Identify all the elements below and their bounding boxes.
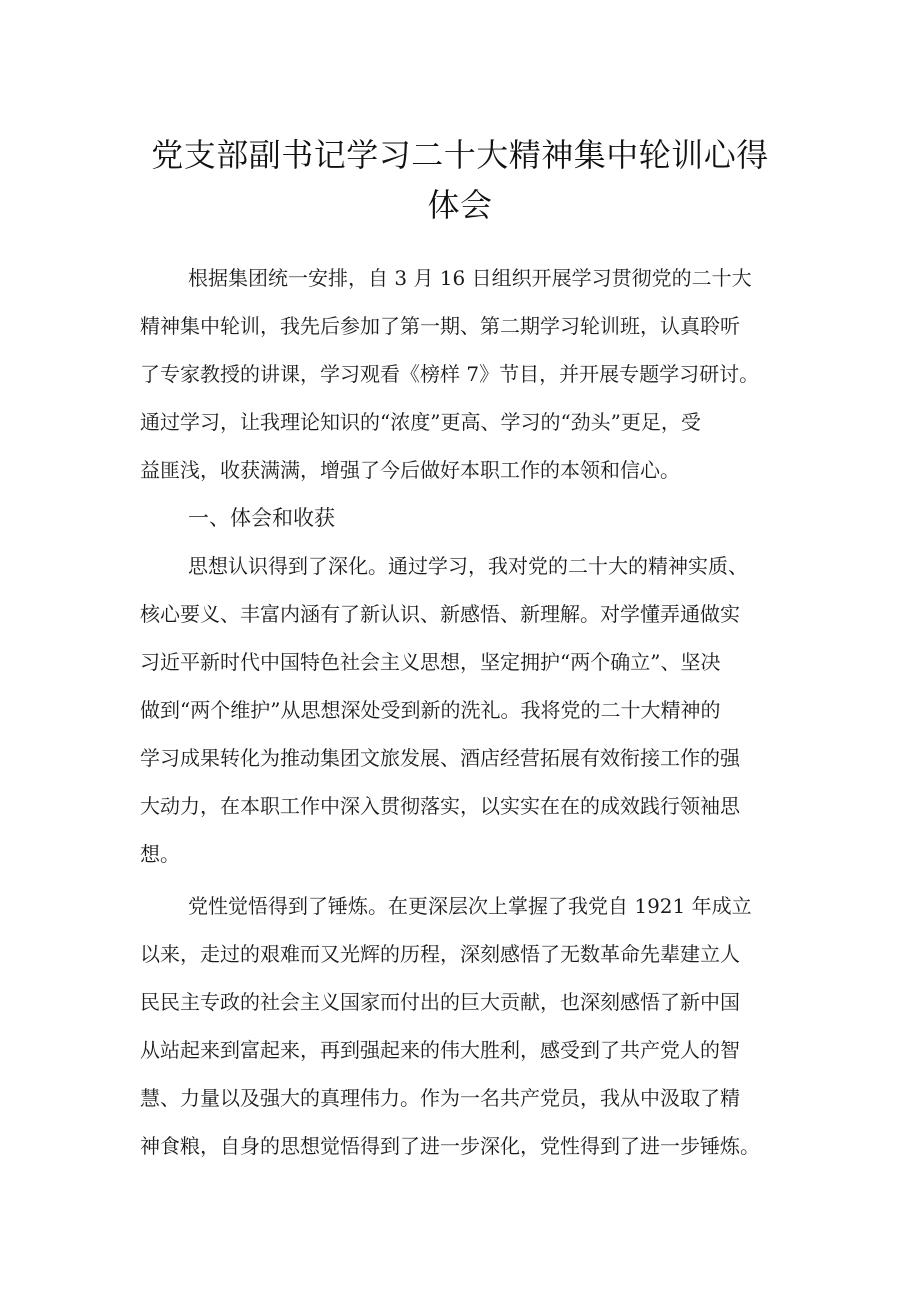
- title-line-1: 党支部副书记学习二十大精神集中轮训心得: [151, 136, 769, 174]
- document-body: [140, 254, 790, 1170]
- section-heading: 一、体会和收获: [188, 506, 335, 530]
- paragraph-line: 了专家教授的讲课，学习观看《榜样 7》节目，并开展专题学习研讨。: [140, 362, 760, 386]
- paragraph-line: 思想认识得到了深化。通过学习，我对党的二十大的精神实质、: [188, 554, 748, 578]
- paragraph-line: 以来，走过的艰难而又光辉的历程，深刻感悟了无数革命先辈建立人: [140, 942, 740, 966]
- paragraph-line: 根据集团统一安排，自 3 月 16 日组织开展学习贯彻党的二十大: [188, 266, 752, 290]
- paragraph-line: 从站起来到富起来，再到强起来的伟大胜利，感受到了共产党人的智: [140, 1038, 740, 1062]
- paragraph-line: 精神集中轮训，我先后参加了第一期、第二期学习轮训班，认真聆听: [140, 314, 740, 338]
- paragraph-line: 核心要义、丰富内涵有了新认识、新感悟、新理解。对学懂弄通做实: [140, 602, 740, 626]
- paragraph-line: 学习成果转化为推动集团文旅发展、酒店经营拓展有效衔接工作的强: [140, 746, 740, 770]
- paragraph-line: 通过学习，让我理论知识的“浓度”更高、学习的“劲头”更足，受: [140, 410, 701, 434]
- paragraph-line: 想。: [140, 842, 180, 866]
- paragraph-line: 习近平新时代中国特色社会主义思想，坚定拥护“两个确立”、坚决: [140, 650, 721, 674]
- paragraph-line: 民民主专政的社会主义国家而付出的巨大贡献，也深刻感悟了新中国: [140, 990, 740, 1014]
- document-title: [120, 130, 800, 230]
- paragraph-thought: [140, 542, 790, 878]
- paragraph-line: 党性觉悟得到了锤炼。在更深层次上掌握了我党自 1921 年成立: [188, 894, 752, 918]
- paragraph-line: 做到“两个维护”从思想深处受到新的洗礼。我将党的二十大精神的: [140, 698, 721, 722]
- paragraph-intro: [140, 254, 790, 494]
- paragraph-line: 益匪浅，收获满满，增强了今后做好本职工作的本领和信心。: [140, 458, 680, 482]
- paragraph-line: 慧、力量以及强大的真理伟力。作为一名共产党员，我从中汲取了精: [140, 1086, 740, 1110]
- paragraph-line: 神食粮，自身的思想觉悟得到了进一步深化，党性得到了进一步锤炼。: [140, 1134, 760, 1158]
- paragraph-line: 大动力，在本职工作中深入贯彻落实，以实实在在的成效践行领袖思: [140, 794, 740, 818]
- title-line-2: 体会: [427, 186, 493, 224]
- paragraph-party-spirit: [140, 882, 790, 1170]
- section-heading-paragraph: [140, 494, 790, 542]
